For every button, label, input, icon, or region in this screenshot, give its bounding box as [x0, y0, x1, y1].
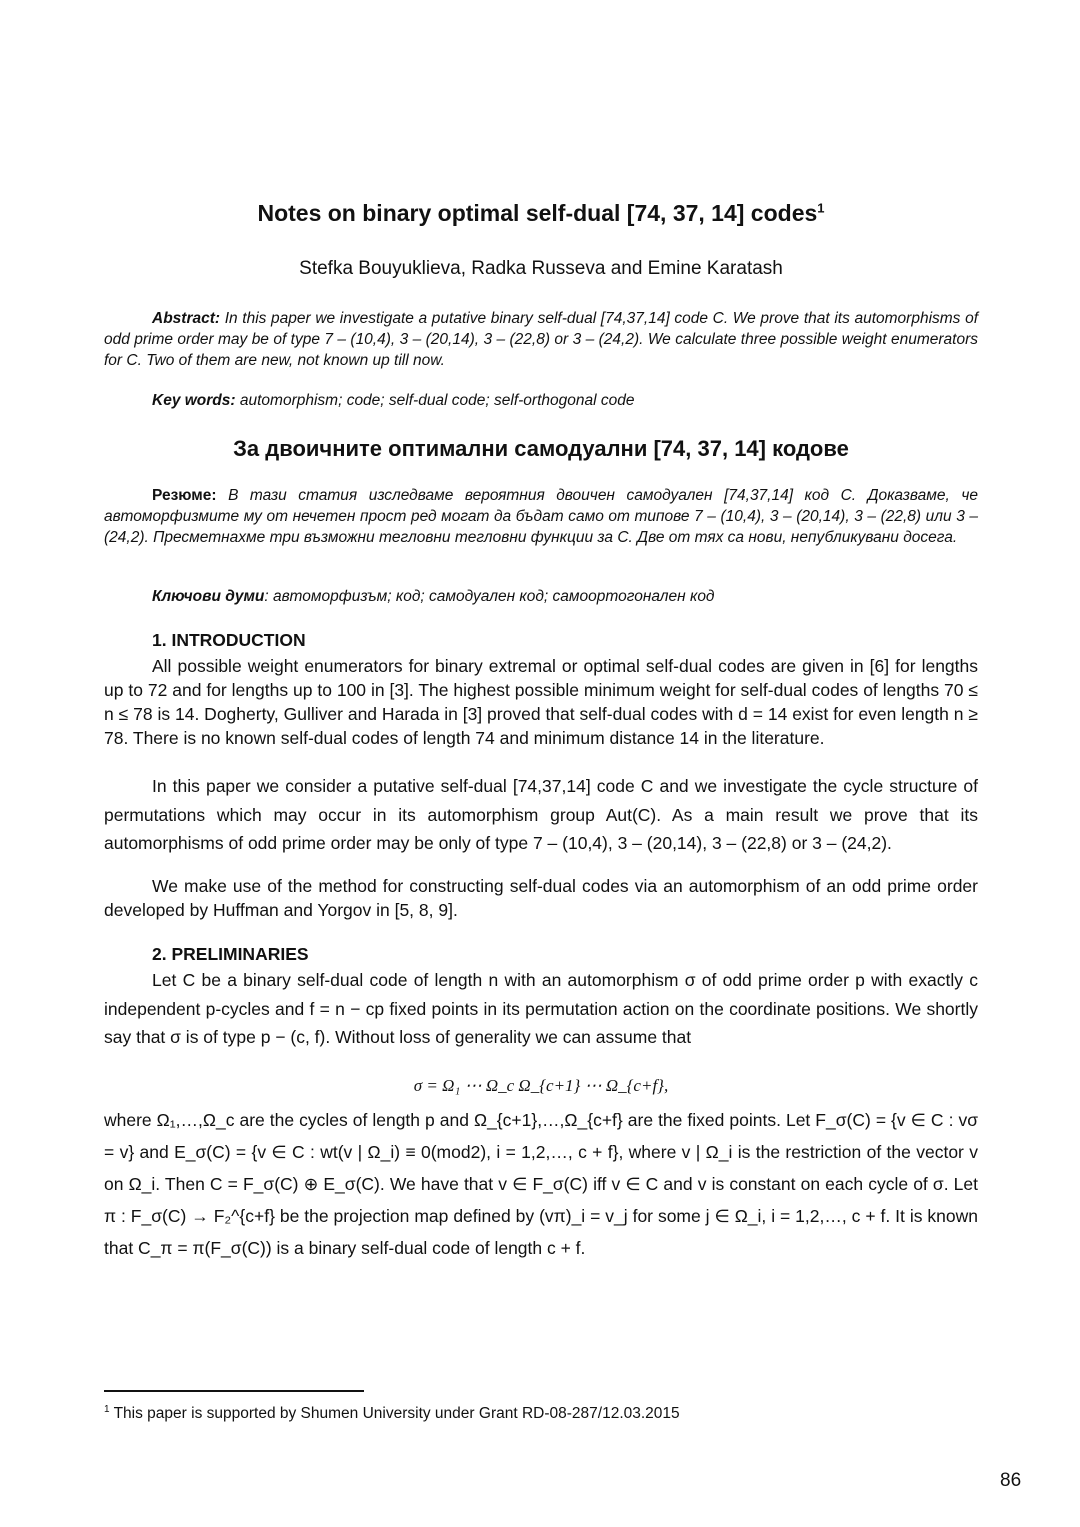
bulgarian-title: За двоичните оптимални самодуални [74, 37, 14] кодове	[233, 436, 849, 461]
footnote-mark: 1	[104, 1404, 110, 1415]
intro-paragraph-3: We make use of the method for constructing self-dual codes via an automorphism of an odd prime order developed by Huffman and Yorgov in [5, 8, 9].	[104, 876, 978, 920]
keywords-text: automorphism; code; self-dual code; self-orthogonal code	[235, 392, 635, 409]
section-heading-preliminaries: 2. PRELIMINARIES	[152, 944, 309, 964]
abstract-text: In this paper we investigate a putative binary self-dual [74,37,14] code C. We prove that its automorphisms of odd prime order may be of type 7 – (10,4), 3 – (20,14), 3 – (22,8) or 3 – (24,2). We calculate three possible weight enumerators for C. Two of them are new, not known up till now.	[104, 310, 978, 369]
bulgarian-keywords	[152, 588, 715, 606]
section-heading-introduction: 1. INTRODUCTION	[152, 630, 306, 650]
footnote-text: This paper is supported by Shumen University under Grant RD-08-287/12.03.2015	[109, 1405, 680, 1423]
abstract-label: Abstract:	[152, 310, 221, 327]
page-number: 86	[1000, 1470, 1022, 1491]
prelim-paragraph-2: where Ω₁,…,Ω_c are the cycles of length p and Ω_{c+1},…,Ω_{c+f} are the fixed points. Let F_σ(C) = {v ∈ C : vσ = v} and E_σ(C) = {v ∈ C : wt(v | Ω_i) ≡ 0(mod2), i = 1,2,…, c + f}, where v | Ω_i is the restriction of the vector v on Ω_i. Then C = F_σ(C) ⊕ E_σ(C). We have that v ∈ F_σ(C) iff v ∈ C and v is constant on each cycle of σ. Let π : F_σ(C) → F₂^{c+f} be the projection map defined by (vπ)_i = v_j for some j ∈ Ω_i, i = 1,2,…, c + f. It is known that C_π = π(F_σ(C)) is a binary self-dual code of length c + f.	[104, 1110, 978, 1258]
keywords-label: Key words:	[152, 392, 236, 409]
paper-title	[104, 200, 978, 227]
sigma-equation: σ = Ω₁ ⋯ Ω_c Ω_{c+1} ⋯ Ω_{c+f},	[413, 1076, 669, 1095]
rezume-text: В тази статия изследваме вероятния двоичен самодуален [74,37,14] код C. Доказваме, че автоморфизмите му от нечетен прост ред могат да бъдат само от типове 7 – (10,4), 3 – (20,14), 3 – (22,8) или 3 – (24,2). Пресметнахме три възможни тегловни тегловни функции за C. Две от тях са нови, непубликувани досега.	[104, 487, 978, 546]
bg-keywords-text: : автоморфизъм; код; самодуален код; самоортогонален код	[264, 588, 715, 605]
prelim-paragraph-1: Let C be a binary self-dual code of length n with an automorphism σ of odd prime order p with exactly c independent p-cycles and f = n − cp fixed points in its permutation action on the coordinate positions. We shortly say that σ is of type p − (c, f). Without loss of generality we can assume that	[104, 970, 978, 1047]
title-footnote-mark: 1	[817, 200, 825, 216]
footnote	[104, 1404, 680, 1423]
abstract	[104, 308, 978, 371]
keywords	[152, 392, 634, 410]
bulgarian-abstract	[104, 485, 978, 548]
intro-paragraph-2: In this paper we consider a putative self-dual [74,37,14] code C and we investigate the cycle structure of permutations which may occur in its automorphism group Aut(C). As a main result we prove that its automorphisms of odd prime order may be only of type 7 – (10,4), 3 – (20,14), 3 – (22,8) or 3 – (24,2).	[104, 776, 978, 853]
rezume-label: Резюме:	[152, 487, 217, 504]
bg-keywords-label: Ключови думи	[152, 588, 265, 605]
footnote-divider	[104, 1390, 364, 1392]
authors: Stefka Bouyuklieva, Radka Russeva and Emine Karatash	[299, 258, 783, 279]
title-text: Notes on binary optimal self-dual [74, 37, 14] codes	[257, 200, 818, 226]
intro-paragraph-1: All possible weight enumerators for binary extremal or optimal self-dual codes are given in [6] for lengths up to 72 and for lengths up to 100 in [3]. The highest possible minimum weight for self-dual codes of lengths 70 ≤ n ≤ 78 is 14. Dogherty, Gulliver and Harada in [3] proved that self-dual codes with d = 14 exist for even length n ≥ 78. There is no known self-dual codes of length 74 and minimum distance 14 in the literature.	[104, 656, 978, 748]
